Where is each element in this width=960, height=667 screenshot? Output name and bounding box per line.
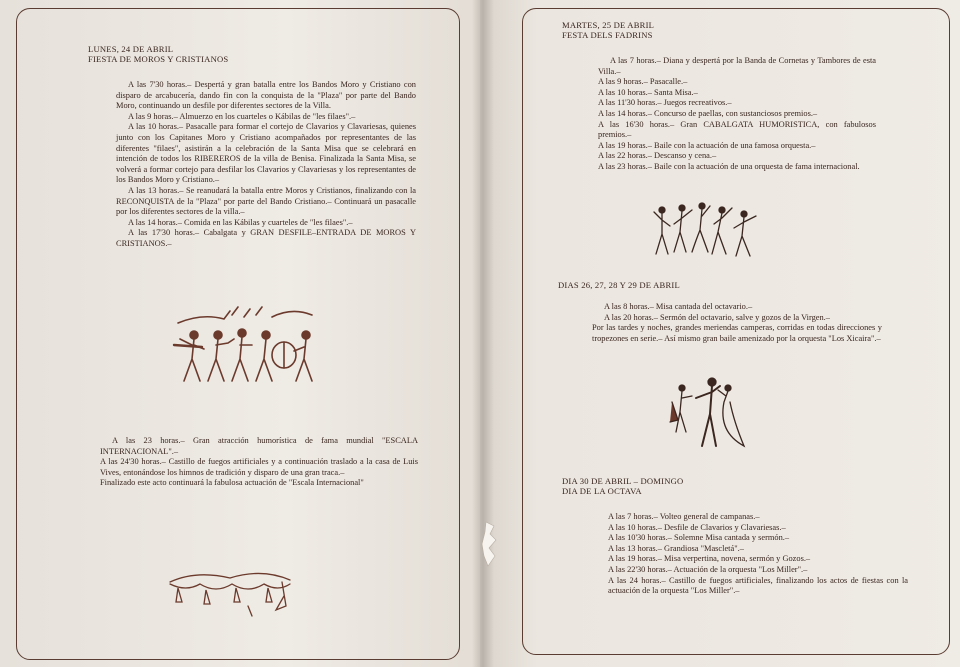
schedule-item: A las 10 horas.– Desfile de Clavarios y Clavariesas.– — [608, 522, 786, 532]
schedule-item: A las 23 horas.– Gran atracción humorística de fama mundial "ESCALA INTERNACIONAL".– — [100, 436, 418, 456]
days-26-29-date: DIAS 26, 27, 28 Y 29 DE ABRIL — [558, 280, 680, 290]
sunday-heading — [562, 476, 862, 496]
schedule-item: A las 11'30 horas.– Juegos recreativos.– — [598, 98, 732, 108]
sunday-title: DIA DE LA OCTAVA — [562, 486, 642, 496]
schedule-item: A las 13 horas.– Se reanudará la batalla entre Moros y Cristianos, finalizando con la RECONQUISTA de la "Plaza" por parte del Bando Cristiano.– Continuará un pasacalle por los diferentes sectores de la villa.– — [116, 185, 416, 217]
schedule-item: A las 14 horas.– Concurso de paellas, con sustanciosos premios.– — [598, 108, 818, 118]
bells-garland-illustration — [166, 566, 296, 622]
schedule-item: A las 19 horas.– Misa verpertina, novena, sermón y Gozos.– — [608, 554, 811, 564]
schedule-item: Finalizado este acto continuará la fabulosa actuación de "Escala Internacional" — [100, 478, 364, 488]
tuesday-schedule — [598, 56, 876, 173]
schedule-item: A las 10 horas.– Santa Misa.– — [598, 87, 698, 97]
tuesday-heading — [562, 20, 862, 40]
schedule-item: A las 7 horas.– Volteo general de campanas.– — [608, 512, 760, 521]
schedule-item: A las 24 horas.– Castillo de fuegos artificiales, finalizando los actos de fiestas con la actuación de la orquesta "Los Miller".– — [608, 575, 908, 596]
schedule-item: A las 10'30 horas.– Solemne Misa cantada y sermón.– — [608, 533, 790, 543]
monday-title: FIESTA DE MOROS Y CRISTIANOS — [88, 54, 229, 64]
dancers-illustration — [652, 196, 762, 262]
schedule-item: A las 8 horas.– Misa cantada del octavario.– — [604, 302, 753, 311]
monday-morning-schedule — [116, 80, 416, 250]
schedule-item: Por las tardes y noches, grandes meriendas camperas, corridas en todas direcciones y tropezones en serie.– Así mismo gran baile amenizado por la orquesta "Los Xicaira".– — [592, 323, 882, 343]
schedule-item: A las 13 horas.– Grandiosa "Mascletá".– — [608, 543, 744, 553]
sunday-date: DIA 30 DE ABRIL – DOMINGO — [562, 476, 684, 486]
schedule-item: A las 9 horas.– Pasacalle.– — [598, 77, 688, 87]
schedule-item: A las 22'30 horas.– Actuación de la orquesta "Los Miller".– — [608, 564, 808, 574]
tuesday-date: MARTES, 25 DE ABRIL — [562, 20, 655, 30]
monday-evening-schedule — [100, 436, 418, 489]
marching-band-illustration — [172, 305, 322, 390]
schedule-item: A las 9 horas.– Almuerzo en los cuarteles o Kábilas de "les filaes".– — [128, 111, 356, 121]
days-26-29-schedule — [592, 302, 882, 344]
schedule-item: A las 22 horas.– Descanso y cena.– — [598, 151, 717, 161]
schedule-item: A las 19 horas.– Baile con la actuación de una famosa orquesta.– — [598, 140, 816, 150]
schedule-item: A las 10 horas.– Pasacalle para formar el cortejo de Clavarios y Clavariesas, quienes junto con los Capitanes Moro y Cristiano acompañados por representantes de las diferentes "filaes", asistirán a la celebración de la Santa Misa que se celebrará en intención de todos los RIBEREROS de la villa de Benisa. Finalizada la Santa Misa, se volverá a formar cortejo para desfilar los Clavarios y Clavariesas y los representantes de los Bandos Moro y Cristiano.– — [116, 122, 416, 185]
schedule-item: A las 16'30 horas.– Gran CABALGATA HUMORISTICA, con fabulosos premios.– — [598, 119, 876, 140]
schedule-item: A las 7'30 horas.– Despertá y gran batalla entre los Bandos Moro y Cristiano con disparo de arcabucería, dando fin con la conquista de la "Plaza" por parte del Bando Moro, continuando un desfile por diferentes sectores de la Villa. — [116, 80, 416, 111]
schedule-item: A las 24'30 horas.– Castillo de fuegos artificiales y a continuación traslado a la casa de Luis Vives, entonándose los himnos de tradición y disparo de una gran traca.– — [100, 457, 418, 477]
tuesday-title: FESTA DELS FADRINS — [562, 30, 653, 40]
days-26-29-heading — [558, 280, 858, 290]
schedule-item: A las 17'30 horas.– Cabalgata y GRAN DESFILE–ENTRADA DE MOROS Y CRISTIANOS.– — [116, 228, 416, 248]
dancing-couple-illustration — [668, 372, 748, 450]
schedule-item: A las 7 horas.– Diana y despertá por la Banda de Cornetas y Tambores de esta Villa.– — [598, 56, 876, 76]
schedule-item: A las 14 horas.– Comida en las Kábilas y cuarteles de "les filaes".– — [128, 217, 353, 227]
monday-heading — [88, 44, 408, 64]
sunday-schedule — [608, 512, 908, 597]
schedule-item: A las 20 horas.– Sermón del octavario, salve y gozos de la Virgen.– — [604, 312, 830, 322]
schedule-item: A las 23 horas.– Baile con la actuación de una orquesta de fama internacional. — [598, 161, 860, 171]
monday-date: LUNES, 24 DE ABRIL — [88, 44, 174, 54]
torn-paper-mark — [480, 520, 502, 568]
